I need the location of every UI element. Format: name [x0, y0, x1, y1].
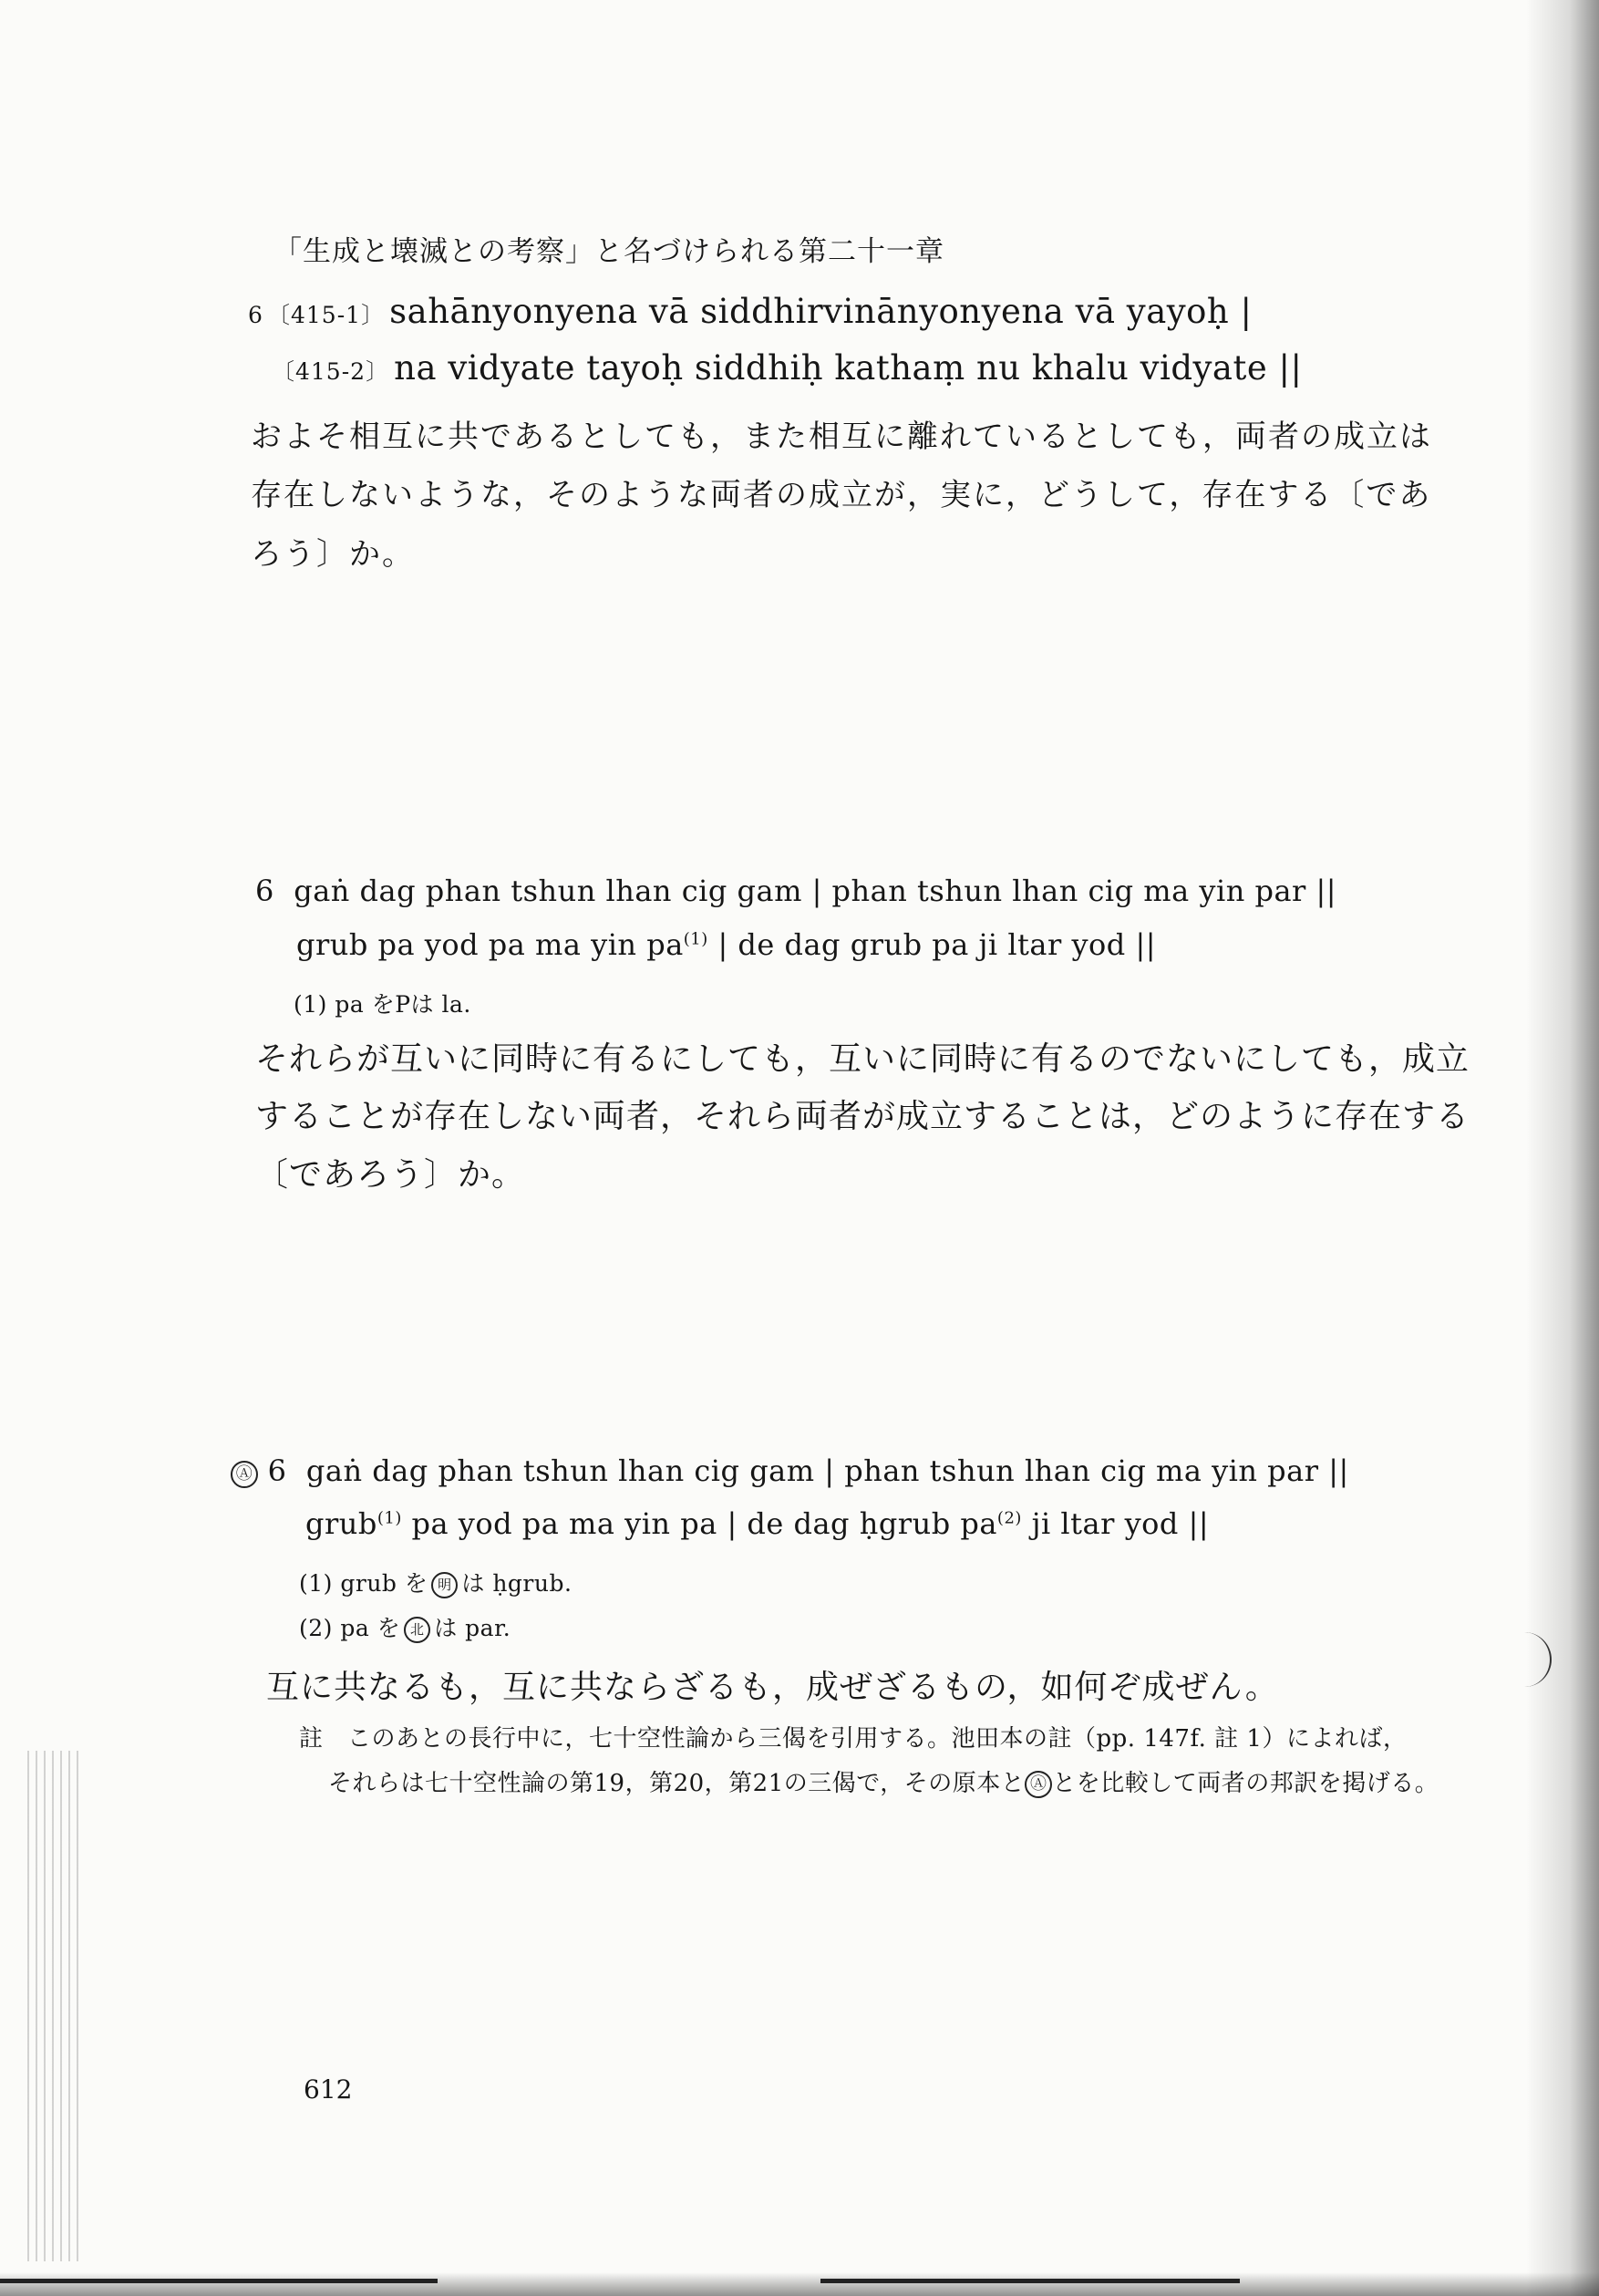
verse-reference: 〔415-1〕 — [267, 302, 386, 328]
commentary-text: とを比較して両者の邦訳を掲げる。 — [1052, 1770, 1439, 1797]
tibetan-text: grub pa yod pa ma yin pa — [296, 927, 684, 962]
translation-line: ろう〕か。 — [251, 536, 415, 573]
translation-line: 〔であろう〕か。 — [255, 1156, 526, 1194]
footnote-marker: (2) — [996, 1508, 1022, 1528]
translation-line: することが存在しない両者，それら両者が成立することは，どのように存在する — [255, 1098, 1470, 1135]
footnote-text: (1) grub を — [299, 1570, 428, 1597]
tibetan-text: ji ltar yod || — [1021, 1506, 1210, 1541]
tibetan-a-line-1 — [231, 1453, 1349, 1488]
footnote-marker: (1) — [377, 1508, 402, 1528]
verse-reference: 〔415-2〕 — [272, 358, 390, 385]
commentary-text: それらは七十空性論の第19，第20，第21の三偈で，その原本と — [328, 1770, 1026, 1797]
commentary-line-1: 註 このあとの長行中に，七十空性論から三偈を引用する。池田本の註（pp. 147f. 註 1）によれば， — [299, 1725, 1408, 1753]
sanskrit-text: na vidyate tayoḥ siddhiḥ kathaṃ nu khalu vidyate || — [394, 348, 1303, 388]
page-number: 612 — [304, 2074, 353, 2105]
footnote — [299, 1566, 572, 1598]
sanskrit-text: sahānyonyena vā siddhirvinānyonyena vā yayoḥ | — [389, 292, 1253, 331]
scan-line — [820, 2279, 1240, 2283]
tibetan-text: grub — [305, 1506, 377, 1541]
scan-shadow-right — [1526, 0, 1599, 2296]
tibetan-text: pa yod pa ma yin pa | de dag ḥgrub pa — [401, 1506, 997, 1541]
translation-line: およそ相互に共であるとしても，また相互に離れているとしても，両者の成立は — [251, 419, 1432, 455]
tibetan-text: | de dag grub pa ji ltar yod || — [707, 927, 1157, 962]
sanskrit-line-1 — [248, 292, 1253, 331]
commentary-line-2 — [328, 1764, 1439, 1798]
edition-marker: 明 — [431, 1572, 458, 1598]
source-marker-a: Ⓐ — [231, 1461, 258, 1488]
tibetan-text: gaṅ dag phan tshun lhan cig gam | phan tshun lhan cig ma yin par || — [294, 874, 1337, 908]
footnote: (1) pa をPは la. — [294, 991, 471, 1018]
footnote — [299, 1610, 511, 1643]
verse-number: 6 — [248, 302, 263, 328]
tibetan-a-line-2 — [305, 1506, 1209, 1541]
scan-line — [0, 2279, 438, 2283]
tibetan-text: gaṅ dag phan tshun lhan cig gam | phan tshun lhan cig ma yin par || — [305, 1453, 1349, 1488]
footnote-marker: (1) — [683, 929, 708, 949]
edition-marker: 北 — [404, 1617, 430, 1643]
footnote-text: は par. — [434, 1615, 511, 1641]
tibetan-line-1 — [255, 874, 1336, 908]
tibetan-line-2 — [296, 927, 1156, 962]
classical-translation: 互に共なるも，互に共ならざるも，成ぜざるもの，如何ぞ成ぜん。 — [266, 1669, 1279, 1706]
verse-number: 6 — [255, 874, 274, 908]
translation-line: 存在しないような，そのような両者の成立が，実に，どうして，存在する〔であ — [251, 477, 1432, 513]
sanskrit-line-2 — [272, 348, 1302, 388]
scan-edge-left — [27, 1751, 82, 2261]
scan-shadow-bottom — [0, 2272, 1599, 2296]
verse-number: 6 — [267, 1453, 287, 1488]
source-marker-a: Ⓐ — [1025, 1771, 1052, 1798]
footnote-text: (2) pa を — [299, 1615, 401, 1641]
chapter-header: 「生成と壊滅との考察」と名づけられる第二十一章 — [273, 235, 944, 268]
translation-line: それらが互いに同時に有るにしても，互いに同時に有るのでないにしても，成立 — [255, 1040, 1470, 1078]
footnote-text: は ḥgrub. — [461, 1570, 573, 1597]
